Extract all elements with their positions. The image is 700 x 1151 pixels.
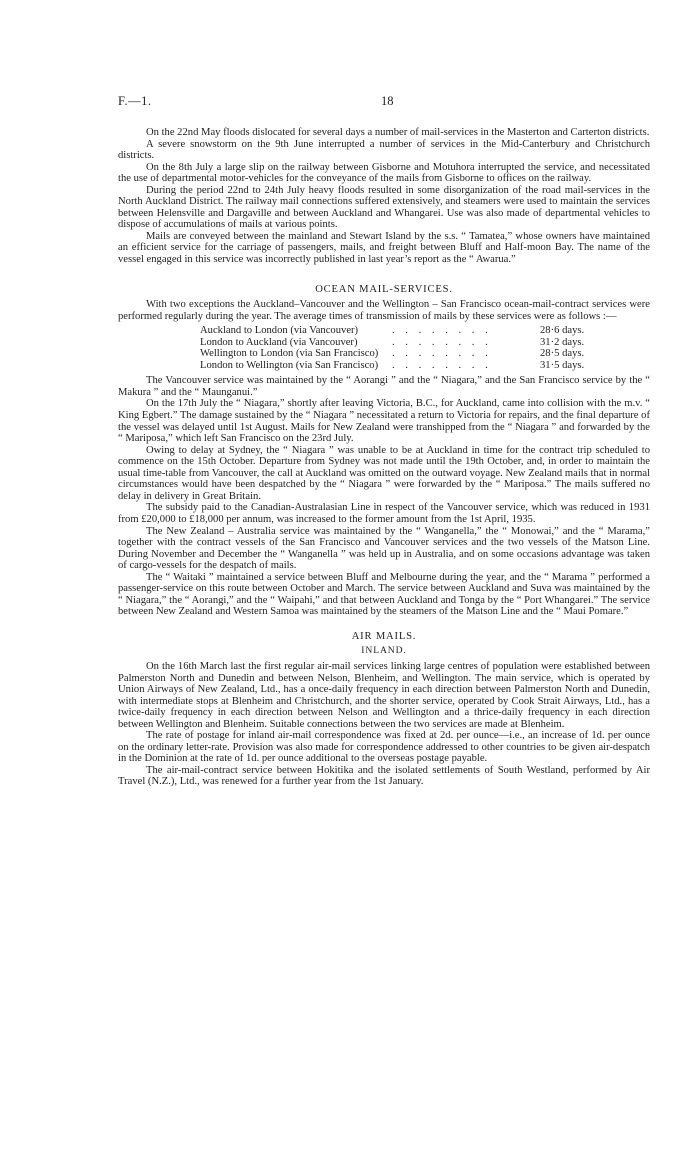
body-text xyxy=(118,127,650,788)
paragraph: Mails are conveyed between the mainland and Stewart Island by the s.s. “ Tamatea,” whose owners have maintained an efficient service for the carriage of passengers, mails, and freight between Bluff and Half-moon Bay. The name of the vessel engaged in this service was incorrectly published in last year’s report as the “ Awarua.” xyxy=(118,230,650,266)
paragraph: On the 17th July the “ Niagara,” shortly after leaving Victoria, B.C., for Auckland, came into collision with the m.v. “ King Egbert.” The damage sustained by the “ Niagara ” necessitated a return to Victoria for repairs, and the final departure of the vessel was delayed until 1st August. Mails for New Zealand were transhipped from the “ Niagara ” and forwarded by the “ Mariposa,” which left San Francisco on the 23rd July. xyxy=(118,398,650,445)
route-label: London to Wellington (via San Francisco) xyxy=(200,359,379,371)
dot-leader: . . . . . . . . xyxy=(392,336,492,348)
average-days: 31·5 days. xyxy=(540,359,585,371)
paragraph: A severe snowstorm on the 9th June interrupted a number of services in the Mid-Canterbury and Christchurch districts. xyxy=(118,138,650,162)
paragraph: On the 22nd May floods dislocated for several days a number of mail-services in the Masterton and Carterton districts. xyxy=(146,127,650,138)
dot-leader: . . . . . . . . xyxy=(392,359,492,371)
average-days: 28·5 days. xyxy=(540,348,585,360)
paragraph: The New Zealand – Australia service was maintained by the “ Wanganella,” the “ Monowai,” and the “ Marama,” together with the contract vessels of the San Francisco and Vancouver services and the two vessels of the Matson Line. During November and December the “ Wanganella ” was held up in Australia, and on some occasions advantage was taken of cargo-vessels for the despatch of mails. xyxy=(118,525,650,572)
route-label: London to Auckland (via Vancouver) xyxy=(200,336,358,348)
dot-leader: . . . . . . . . xyxy=(392,348,492,360)
table-row xyxy=(200,348,602,360)
route-label: Auckland to London (via Vancouver) xyxy=(200,325,359,337)
subheading-inland: INLAND. xyxy=(361,645,407,657)
dot-leader: . . . . . . . . xyxy=(392,325,492,337)
paragraph: On the 8th July a large slip on the railway between Gisborne and Motuhora interrupted the service, and necessitated the use of departmental motor-vehicles for the conveyance of the mails from Gisborne to offices on the railway. xyxy=(118,161,650,185)
paragraph: The “ Waitaki ” maintained a service between Bluff and Melbourne during the year, and the “ Marama ” performed a passenger-service on this route between October and March. The service between Auckland and Suva was maintained by the “ Niagara,” the “ Aorangi,” and the “ Waipahi,” and that between Auckland and Tonga by the “ Port Whangarei.” The service between New Zealand and Western Samoa was maintained by the steamers of the Matson Line and the “ Maui Pomare.” xyxy=(118,571,650,618)
document-reference: F.—1. xyxy=(118,94,152,108)
paragraph: The subsidy paid to the Canadian-Australasian Line in respect of the Vancouver service, which was reduced in 1931 from £20,000 to £18,000 per annum, was increased to the former amount from the 1st April, 1935. xyxy=(118,502,650,525)
route-label: Wellington to London (via San Francisco) xyxy=(200,348,379,360)
average-days: 31·2 days. xyxy=(540,336,585,348)
table-row xyxy=(200,337,602,349)
transmission-times-table xyxy=(200,325,602,371)
table-row xyxy=(200,360,602,372)
paragraph: During the period 22nd to 24th July heavy floods resulted in some disorganization of the road mail-services in the North Auckland District. The railway mail connections suffered extensively, and steamers were used to maintain the services between Helensville and Dargaville and between Auckland and Whangarei. Use was also made of departmental vehicles to dispose of accumulations of mails at various points. xyxy=(118,184,650,231)
section-heading-air-mails: AIR MAILS. xyxy=(351,630,417,642)
paragraph: Owing to delay at Sydney, the “ Niagara ” was unable to be at Auckland in time for the contract trip scheduled to commence on the 15th October. Departure from Sydney was not made until the 19th October, and, in order to maintain the usual time-table from Vancouver, the call at Auckland was omitted on the outward voyage. New Zealand mails that in normal circumstances would have been despatched by the “ Niagara ” were forwarded by the “ Mariposa.” The mails suffered no delay in delivery in Great Britain. xyxy=(118,444,650,502)
table-row xyxy=(200,325,602,337)
paragraph: The rate of postage for inland air-mail correspondence was fixed at 2d. per ounce—i.e., an increase of 1d. per ounce on the ordinary letter-rate. Provision was also made for correspondence addressed to other countries to be given air-despatch in the Dominion at the rate of 1d. per ounce additional to the overseas postage payable. xyxy=(118,730,650,765)
paragraph: The air-mail-contract service between Hokitika and the isolated settlements of South Westland, performed by Air Travel (N.Z.), Ltd., was renewed for a further year from the 1st January. xyxy=(118,764,650,788)
average-days: 28·6 days. xyxy=(540,325,585,337)
page-header xyxy=(118,94,650,110)
paragraph: On the 16th March last the first regular air-mail services linking large centres of population were established between Palmerston North and Dunedin and between Nelson, Blenheim, and Wellington. The main service, which is operated by Union Airways of New Zealand, Ltd., has a once-daily frequency in each direction between Palmerston North and Dunedin, with intermediate stops at Blenheim and Christchurch, and the shorter service, operated by Cook Strait Airways, Ltd., has a twice-daily frequency in each direction between Nelson and Wellington and a thrice-daily frequency in each direction between Wellington and Blenheim. Suitable connections between the two services are made at Blenheim. xyxy=(118,660,650,730)
paragraph: With two exceptions the Auckland–Vancouver and the Wellington – San Francisco ocean-mail-contract services were performed regularly during the year. The average times of transmission of mails by these services were as follows :— xyxy=(118,299,650,322)
section-heading-ocean-mail: OCEAN MAIL-SERVICES. xyxy=(315,283,453,295)
page-number: 18 xyxy=(381,94,394,108)
paragraph: The Vancouver service was maintained by the “ Aorangi ” and the “ Niagara,” and the San Francisco service by the “ Makura ” and the “ Maunganui.” xyxy=(118,375,650,398)
